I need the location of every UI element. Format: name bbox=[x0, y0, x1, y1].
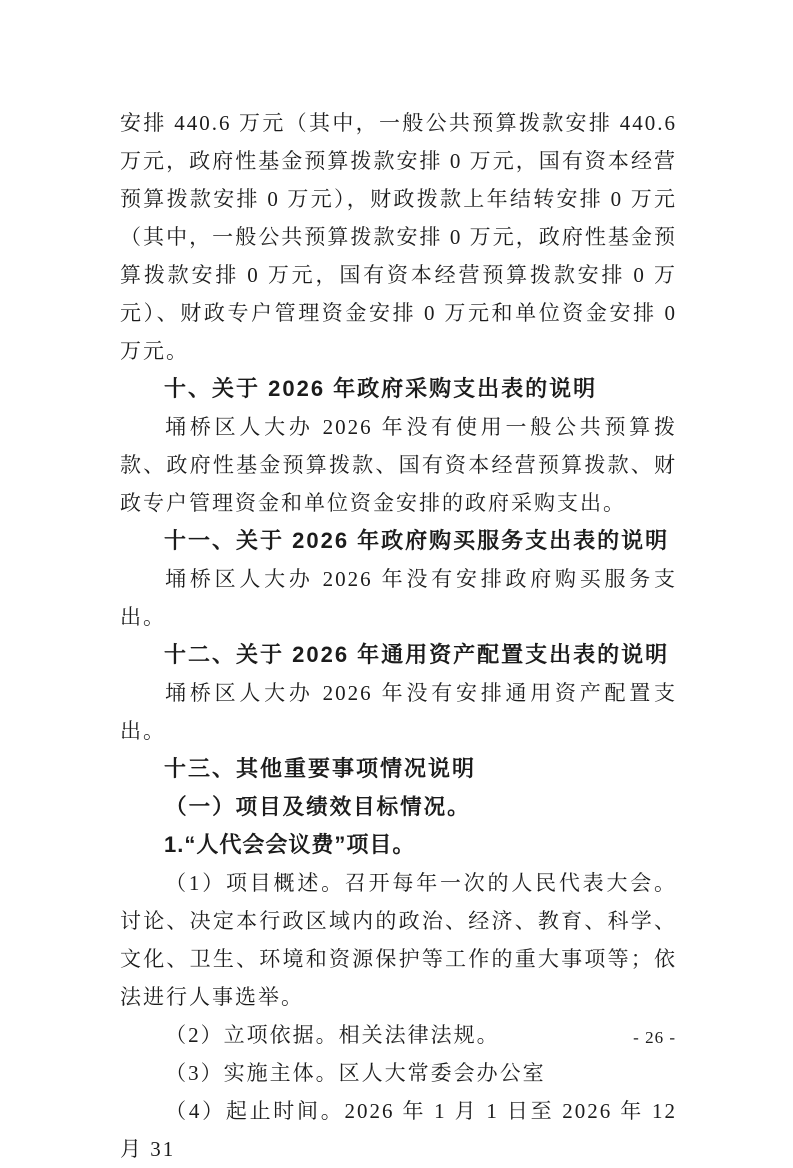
paragraph-section-12: 埇桥区人大办 2026 年没有安排通用资产配置支出。 bbox=[120, 681, 677, 743]
paragraph-project-duration: （4）起止时间。2026 年 1 月 1 日至 2026 年 12 月 31 bbox=[120, 1099, 677, 1161]
paragraph-budget-continuation: 安排 440.6 万元（其中，一般公共预算拨款安排 440.6 万元，政府性基金预算拨款安排 0 万元，国有资本经营预算拨款安排 0 万元），财政拨款上年结转安排 0 万元（其中，一般公共预算拨款安排 0 万元，政府性基金预算拨款安排 0 万元，国有资本经营预算拨款安排 0 万元）、财政专户管理资金安排 0 万元和单位资金安排 0 万元。 bbox=[120, 111, 677, 363]
heading-section-10: 十、关于 2026 年政府采购支出表的说明 bbox=[164, 376, 598, 401]
heading-section-11: 十一、关于 2026 年政府购买服务支出表的说明 bbox=[164, 528, 670, 553]
paragraph-project-basis: （2）立项依据。相关法律法规。 bbox=[165, 1023, 500, 1047]
page-number: - 26 - bbox=[633, 1028, 676, 1047]
paragraph-section-11: 埇桥区人大办 2026 年没有安排政府购买服务支出。 bbox=[120, 567, 677, 629]
subheading-project-1-congress-fee: 1.“人代会会议费”项目。 bbox=[164, 832, 416, 857]
paragraph-project-entity: （3）实施主体。区人大常委会办公室 bbox=[165, 1061, 546, 1085]
subheading-projects-and-targets: （一）项目及绩效目标情况。 bbox=[165, 795, 471, 819]
paragraph-section-10: 埇桥区人大办 2026 年没有使用一般公共预算拨款、政府性基金预算拨款、国有资本经营预算拨款、财政专户管理资金和单位资金安排的政府采购支出。 bbox=[120, 415, 677, 515]
paragraph-project-overview: （1）项目概述。召开每年一次的人民代表大会。讨论、决定本行政区域内的政治、经济、教育、科学、文化、卫生、环境和资源保护等工作的重大事项等；依法进行人事选举。 bbox=[120, 871, 677, 1009]
heading-section-12: 十二、关于 2026 年通用资产配置支出表的说明 bbox=[164, 642, 670, 667]
document-body bbox=[120, 104, 677, 1168]
heading-section-13: 十三、其他重要事项情况说明 bbox=[164, 756, 477, 781]
